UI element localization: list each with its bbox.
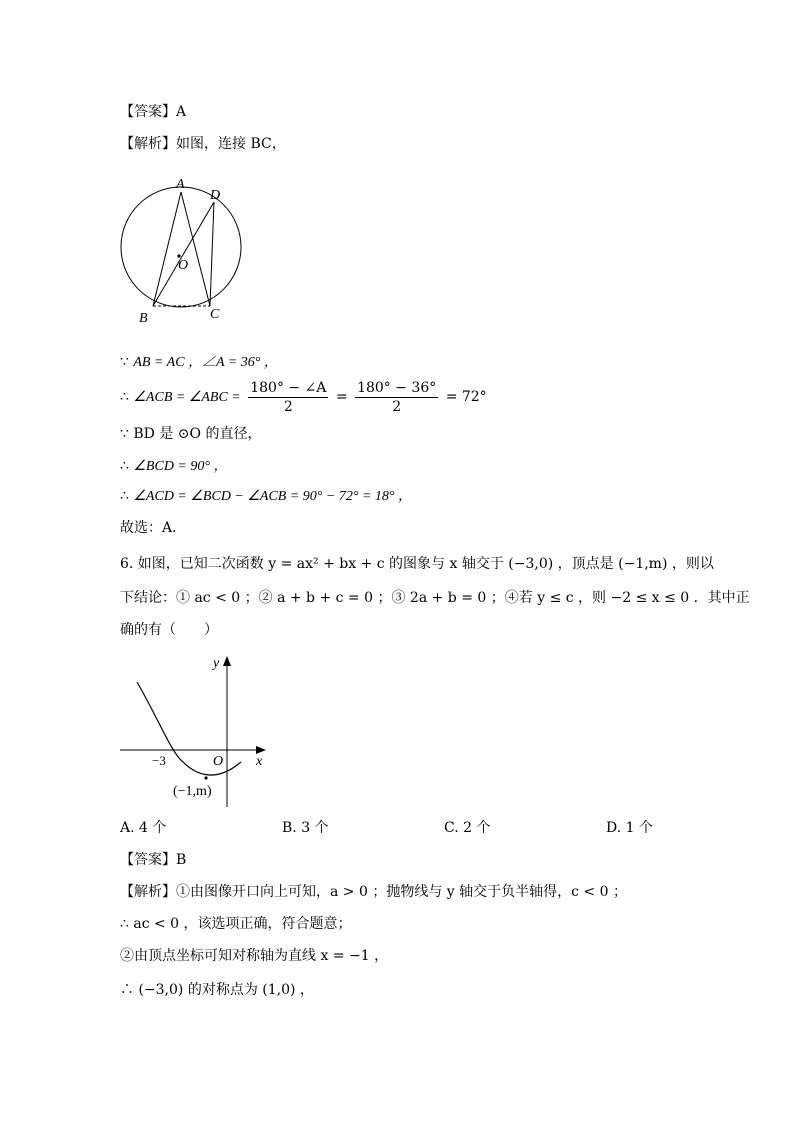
neg3-label: −3 (152, 753, 166, 768)
step-5-text: ∠ACD = ∠BCD − ∠ACB = 90° − 72° = 18° ， (133, 489, 413, 504)
fraction-1 (248, 379, 328, 416)
question-6-line-3: 确的有（ ） (120, 622, 218, 638)
fraction-2 (355, 379, 438, 416)
because-symbol: ∵ (120, 354, 129, 370)
origin-label: O (213, 754, 224, 769)
question-6-line-1: 6. 如图，已知二次函数 y = ax² + bx + c 的图象与 x 轴交于 (−3,0) ，顶点是 (−1,m) ，则以 (120, 556, 714, 572)
therefore-symbol: ∴ (120, 488, 129, 504)
label-a: A (176, 177, 185, 192)
therefore-symbol: ∴ (120, 389, 129, 405)
step-2 (120, 378, 487, 417)
analysis-intro-1 (120, 134, 286, 154)
option-d: D. 1 个 (606, 820, 653, 836)
segment-bd (153, 202, 214, 306)
step-3-text: BD 是 ⊙O 的直径， (133, 426, 262, 442)
label-d: D (210, 188, 221, 203)
fraction-1-denominator: 2 (283, 398, 293, 415)
segment-ab (153, 192, 181, 306)
analysis-2-line-2: ∴ ac < 0 ，该选项正确，符合题意； (120, 916, 352, 932)
y-axis-arrow (223, 656, 231, 666)
step-2-rhs: = 72° (445, 389, 487, 405)
therefore-symbol: ∴ (120, 458, 129, 474)
analysis-text: 如图，连接 BC， (176, 136, 286, 152)
x-axis-arrow (256, 746, 266, 754)
parabola-graph (115, 652, 275, 810)
analysis-2-line-1: 【解析】①由图像开口向上可知，a > 0 ；抛物线与 y 轴交于负半轴得，c < 0 ； (120, 884, 627, 900)
label-c: C (210, 307, 220, 322)
option-b: B. 3 个 (282, 820, 329, 836)
step-1-text: AB = AC ，∠A = 36° ， (133, 355, 278, 370)
step-5 (120, 486, 412, 507)
segment-ac (181, 192, 210, 306)
fraction-2-denominator: 2 (392, 398, 402, 415)
answer-label-1: 【答案】A (120, 104, 187, 120)
vertex-label: (−1,m) (173, 784, 212, 799)
step-1 (120, 352, 278, 373)
step-4 (120, 456, 227, 477)
label-o: O (178, 258, 189, 273)
vertex-point (204, 776, 207, 779)
question-6-line-2: 下结论：① ac < 0 ；② a + b + c = 0 ；③ 2a + b = 0 ；④若 y ≤ c ，则 −2 ≤ x ≤ 0 ．其中正 (120, 590, 750, 606)
because-symbol: ∵ (120, 426, 129, 442)
equals: = (335, 389, 348, 405)
option-a: A. 4 个 (120, 820, 167, 836)
step-2-lhs: ∠ACB = ∠ABC = (133, 390, 241, 405)
step-3 (120, 424, 261, 444)
label-b: B (139, 311, 148, 326)
option-c: C. 2 个 (444, 820, 491, 836)
y-axis-label: y (213, 656, 220, 671)
analysis-2-line-4: ∴ (−3,0) 的对称点为 (1,0) ， (120, 982, 314, 998)
analysis-2-line-3: ②由顶点坐标可知对称轴为直线 x = −1 ， (120, 948, 389, 964)
step-4-text: ∠BCD = 90° ， (133, 459, 228, 474)
conclusion-1: 故选：A． (120, 520, 187, 536)
circle-diagram (110, 170, 260, 330)
answer-label-2: 【答案】B (120, 852, 187, 868)
x-axis-label: x (256, 754, 263, 769)
segment-dc (210, 202, 214, 306)
fraction-2-numerator: 180° − 36° (357, 379, 437, 396)
circle-o (121, 187, 241, 307)
analysis-heading: 【解析】 (120, 136, 176, 152)
fraction-1-numerator: 180° − ∠A (250, 379, 327, 396)
